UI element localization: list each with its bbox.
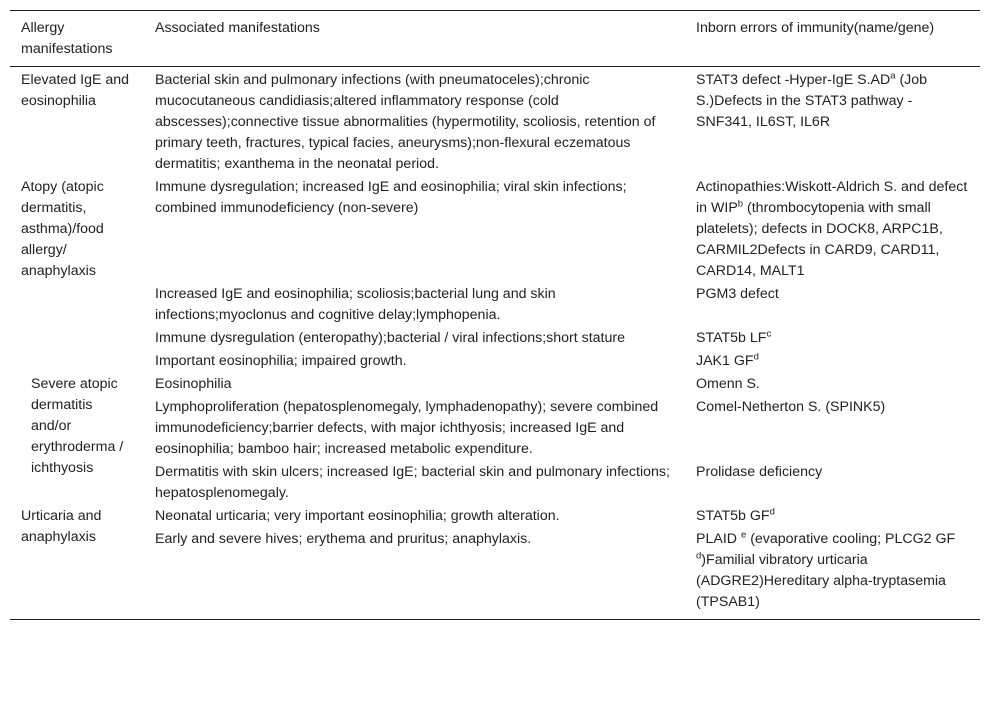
- iei-text: (thrombocytopenia with small platelets); defects in DOCK8, ARPC1B, CARMIL2Defects in CARD9, CARD11, CARD14, MALT1: [696, 200, 943, 279]
- iei-cell: [684, 505, 980, 528]
- table-row: [10, 461, 980, 505]
- footnote-mark: e: [740, 529, 747, 541]
- table-row: [10, 67, 980, 177]
- iei-cell: [684, 176, 980, 283]
- category-cell: Atopy (atopic dermatitis, asthma)/food allergy/ anaphylaxis: [21, 179, 104, 279]
- iei-cell: [684, 67, 980, 177]
- iei-text: STAT3 defect -Hyper-IgE S.AD: [696, 72, 891, 88]
- table-row: [10, 283, 980, 327]
- manifestation-cell: Lymphoproliferation (hepatosplenomegaly, lymphadenopathy); severe combined immunodeficiency;barrier defects, with major ichthyosis; increased IgE and eosinophilia; bamboo hair; increased metabolic expenditure.: [155, 399, 659, 457]
- manifestation-cell: Neonatal urticaria; very important eosinophilia; growth alteration.: [155, 508, 560, 524]
- iei-text: (Job S.)Defects in the STAT3 pathway - SNF341, IL6ST, IL6R: [696, 72, 928, 130]
- manifestation-cell: Immune dysregulation; increased IgE and eosinophilia; viral skin infections; combined immunodeficiency (non-severe): [155, 179, 627, 216]
- footnote-mark: a: [890, 70, 896, 82]
- table-row: [10, 505, 980, 528]
- footnote-mark: d: [753, 351, 759, 363]
- allergy-iei-table: [10, 10, 980, 620]
- table-row: [10, 373, 980, 396]
- iei-text: (evaporative cooling; PLCG2 GF: [746, 531, 956, 547]
- iei-cell: Comel-Netherton S. (SPINK5): [696, 399, 886, 415]
- footnote-mark: b: [737, 198, 744, 210]
- table-row: [10, 350, 980, 373]
- iei-cell: Omenn S.: [696, 376, 760, 392]
- iei-text: JAK1 GF: [696, 353, 754, 369]
- category-cell: Elevated IgE and eosinophilia: [21, 72, 130, 109]
- manifestation-cell: Eosinophilia: [155, 376, 232, 392]
- manifestation-cell: Dermatitis with skin ulcers; increased IgE; bacterial skin and pulmonary infections; hepatosplenomegaly.: [155, 464, 670, 501]
- iei-text: STAT5b GF: [696, 508, 770, 524]
- category-cell: Urticaria and anaphylaxis: [21, 508, 102, 545]
- footnote-mark: c: [766, 328, 772, 340]
- footnote-mark: d: [696, 550, 702, 562]
- header-inborn-errors: Inborn errors of immunity(name/gene): [696, 20, 935, 36]
- table-header-row: [10, 11, 980, 67]
- category-cell: Severe atopic dermatitis and/or erythroderma / ichthyosis: [31, 376, 124, 476]
- manifestation-cell: Increased IgE and eosinophilia; scoliosis;bacterial lung and skin infections;myoclonus and cognitive delay;lymphopenia.: [155, 286, 556, 323]
- iei-cell: Prolidase deficiency: [696, 464, 823, 480]
- manifestation-cell: Immune dysregulation (enteropathy);bacterial / viral infections;short stature: [155, 330, 625, 346]
- iei-cell: [684, 528, 980, 620]
- header-allergy-manifestations: Allergy manifestations: [21, 20, 113, 57]
- table-row: [10, 528, 980, 620]
- iei-cell: [684, 350, 980, 373]
- iei-text: STAT5b LF: [696, 330, 767, 346]
- manifestation-cell: Bacterial skin and pulmonary infections (with pneumatoceles);chronic mucocutaneous candidiasis;altered inflammatory response (cold abscesses);connective tissue abnormalities (hypermotility, scoliosis, retention of primary teeth, fractures, typical facies, aneurysms);non-flexural eczematous dermatitis; exanthema in the neonatal period.: [155, 72, 656, 172]
- header-associated-manifestations: Associated manifestations: [155, 20, 320, 36]
- iei-cell: PGM3 defect: [696, 286, 779, 302]
- iei-text: Actinopathies:Wiskott-Aldrich S. and defect in WIP: [696, 179, 968, 216]
- iei-text: )Familial vibratory urticaria (ADGRE2)Hereditary alpha-tryptasemia (TPSAB1): [696, 552, 946, 610]
- table-row: [10, 396, 980, 461]
- table-row: [10, 327, 980, 350]
- allergy-iei-table-container: [10, 10, 980, 620]
- table-row: [10, 176, 980, 283]
- iei-text: PLAID: [696, 531, 741, 547]
- footnote-mark: d: [769, 506, 775, 518]
- iei-cell: [684, 327, 980, 350]
- manifestation-cell: Early and severe hives; erythema and pruritus; anaphylaxis.: [155, 531, 532, 547]
- manifestation-cell: Important eosinophilia; impaired growth.: [155, 353, 407, 369]
